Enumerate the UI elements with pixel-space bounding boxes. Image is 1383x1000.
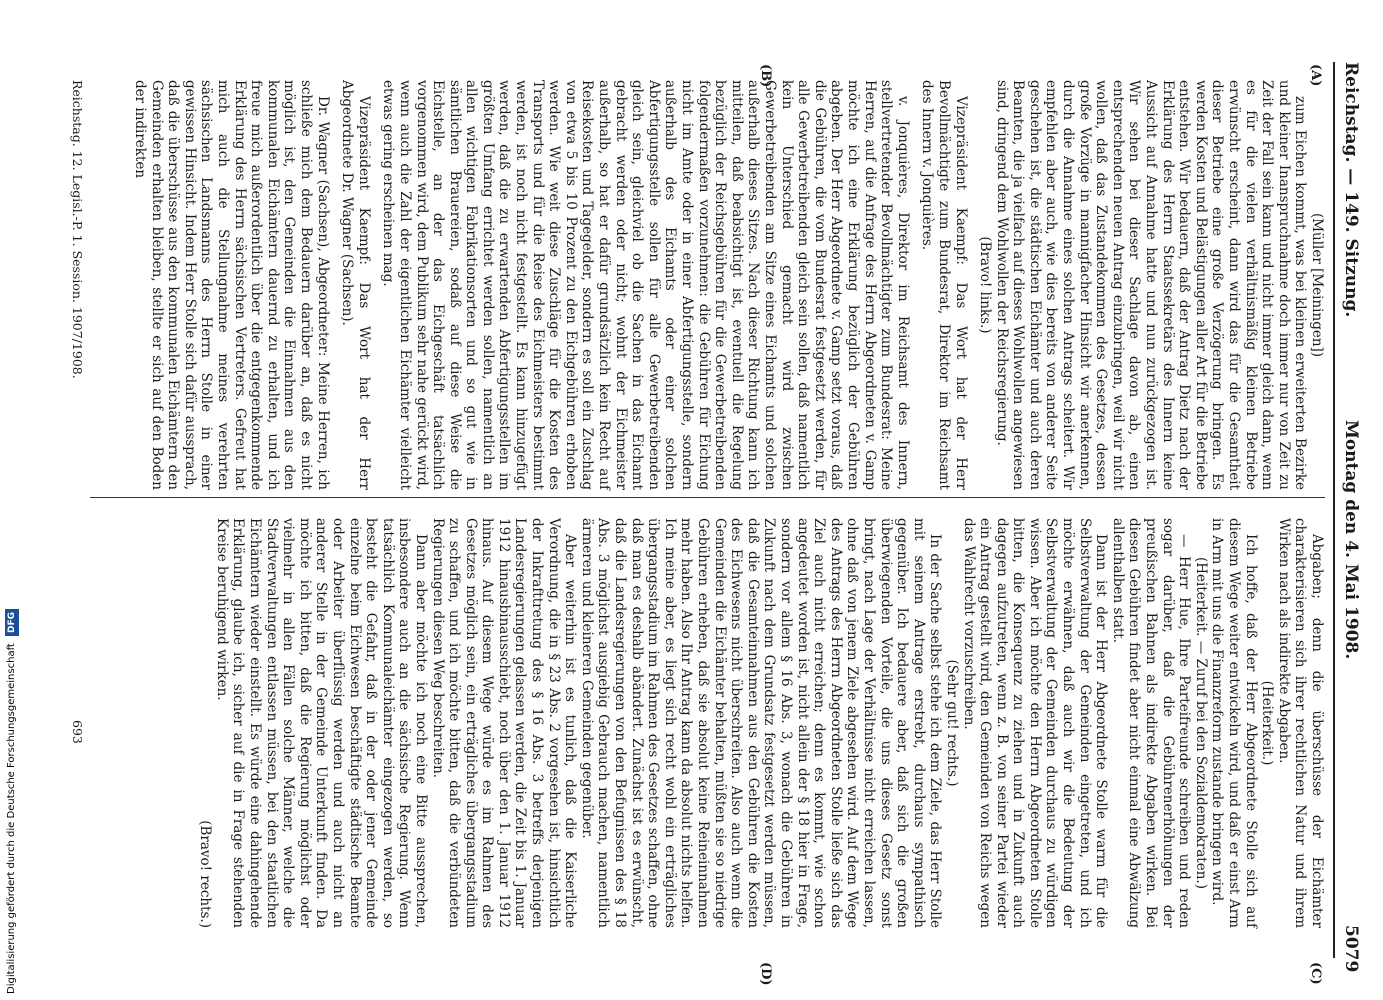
digitization-strip <box>0 394 20 994</box>
interjection: (Heiterkeit. — Zuruf bei den Sozialdemokraten.) <box>1192 557 1209 889</box>
paragraph: Dann ist der Herr Abgeordnete Stolle warm für die Selbstverwaltung der Gemeinden eingetreten, und ich möchte erwähnen, daß auch wir die Bedeutung der Selbstverwaltung der Gemeinden durchaus zu würdigen wissen. Aber ich möchte den Herrn Abgeordneten Stolle bitten, die Konsequenz zu ziehen und in Zukunft auch dagegen aufzutreten, wenn z. B. von seiner Partei wieder ein Antrag gestellt wird, den Gemeinden von Reichs wegen das Wahlrecht vorzuschreiben. <box>960 518 1110 928</box>
interjection: (Sehr gut! rechts.) <box>943 659 960 787</box>
digitization-note: Digitalisierung gefördert durch die Deutsche Forschungsgemeinschaft <box>6 643 17 994</box>
paragraph: Dann aber möchte ich noch eine Bitte aussprechen, insbesondere auch an die sächsische Regierung. Wenn tatsächlich Kommunaleichämter eingezogen werden, so besteht die Gefahr, daß in der oder jener Gemeinde einzelne beim Eichwesen beschäftigte städtische Beamte oder Arbeiter überflüssig werden und auch nicht an anderer Stelle in der Gemeinde Unterkunft finden. Da möchte ich bitten, daß die Regierung möglichst oder vielmehr in allen Fällen solche Männer, welche die Stadtverwaltungen entlassen müssen, bei den staatlichen Eichämtern wieder einstellt. Es würde eine dahingehende Erklärung, glaube ich, sicher auf die in Frage stehenden Kreise beruhigend wirken. <box>213 518 429 928</box>
left-text-column <box>131 80 1325 490</box>
paragraph: Dr. Wagner (Sachsen), Abgeordneter: Meine Herren, ich schließe mich dem Bedauern darüber an, daß es nicht möglich ist, den Gemeinden die Einnahmen aus den kommunalen Eichämtern dauernd zu erhalten, und ich freue mich außerordentlich über die entgegenkommende Erklärung des Herrn sächsischen Vertreters. Gefreut hat mich auch die Stellungnahme meines verehrten sächsischen Landsmanns des Herrn Stolle in einer gewissen Hinsicht. Indem Herr Stolle sich dafür aussprach, daß die überschüsse aus den kommunalen Eichämtern den Gemeinden erhalten bleiben, stellte er sich auf den Boden der indirekten <box>132 80 331 490</box>
page-number-top: 5079 <box>1341 925 1361 973</box>
running-header-date: Montag den 4. Mai 1908. <box>1341 420 1361 660</box>
paragraph: zum Eichen kommt, was bei kleinen erweiterten Bezirke und kleiner Inanspruchnahme doch immer nur von Zeit zu Zeit der Fall sein kann und nicht immer gleich dann, wenn es für die vielen verhältnismäßig kleinen Betriebe erwünscht erscheint, dann wird das für die Gesamtheit dieser Betriebe eine große Verzögerung bringen. Es werden Kosten und Belästigungen aller Art für die Betriebe entstehen. Wir bedauern, daß der Antrag Dietz nach der Erklärung des Herrn Staatssekretärs des Innern keine Aussicht auf Annahme hatte und nun zurückgezogen ist. Wir sehen bei dieser Sachlage davon ab, einen entsprechenden neuen Antrag einzubringen, weil wir nicht wollen, daß das Zustandekommen des Gesetzes, dessen große Vorzüge in mannigfacher Hinsicht wir anerkennen, durch die Annahme eines solchen Antrags scheitert. Wir empfehlen aber auch, wie dies bereits von anderer Seite geschehen ist, die städtischen Eichämter und auch deren Beamten, die ja vielfach auf dieses Wohlwollen angewiesen sind, dringend dem Wohlwollen der Reichsregierung. <box>993 80 1309 490</box>
paragraph: Vizepräsident Kaempf: Das Wort hat der Herr Abgeordnete Dr. Wagner (Sachsen). <box>339 80 372 490</box>
speaker-heading: (Müller [Meiningen]) <box>1309 212 1325 358</box>
running-header-title: Reichstag. — 149. Sitzung. <box>1341 62 1361 318</box>
paragraph: Ich hoffe, daß der Herr Abgeordnete Stolle sich auf diesem Wege weiter entwickeln wird, und daß er einst Arm in Arm mit uns die Finanzreform zustande bringen wird. <box>1209 518 1259 928</box>
margin-mark-d: (D) <box>758 962 773 986</box>
interjection: (Bravo! rechts.) <box>197 820 214 928</box>
paragraph: Aber weiterhin ist es tunlich, daß die Kaiserliche Verordnung, die in § 23 Abs. 2 vorgesehen ist, hinsichtlich der Inkrafttretung des § 16 Abs. 3 betreffs derjenigen Landesregierungen gelassen werden, die Zeit bis 1. Januar 1912 hinausbinausschiebt, noch über den 1. Januar 1912 hinaus. Auf diesem Wege würde es im Rahmen des Gesetzes möglich sein, ein erträgliches übergangsstadium zu schaffen, und ich möchte bitten, daß die verbündeten Regierungen diesen Weg beschreiten. <box>429 518 579 928</box>
margin-mark-a: (A) <box>1308 64 1323 87</box>
paragraph: Abgaben; denn die überschüsse der Eichämter charakterisieren sich ihrer rechtlichen Natur und ihrem Wirken nach als indirekte Abgaben. <box>1275 518 1325 928</box>
paragraph: In der Sache selbst stehe ich dem Ziele, das Herr Stolle mit seinem Antrage erstrebt, durchaus sympathisch gegenüber. Ich bedauere aber, daß sich die großen überwiegenden Vorteile, die uns dieses Gesetz sonst bringt, nach Lage der Verhältnisse nicht erreichen lassen, ohne daß von jenem Ziele abgesehen wird. Auf dem Wege des Antrags des Herrn Abgeordneten Stolle ließe sich das Ziel auch nicht erreichen; denn es kommt, wie schon angedeutet worden ist, nicht allein der § 18 hier in Frage, sondern vor allem § 16 Abs. 3, wonach die Gebühren in Zukunft nach dem Grundsatz festgesetzt werden müssen, daß die Gesamteinnahmen aus den Gebühren die Kosten des Eichwesens nicht überschreiten. Also auch wenn die Gemeinden die Eichämter behalten, müßten sie so niedrige Gebühren erheben, daß sie absolut keine Reineinnahmen mehr haben. Also Ihr Antrag kann da absolut nichts helfen. Ich meine aber, es liegt sich recht wohl ein erträgliches übergangsstadium im Rahmen des Gesetzes schaffen, ohne daß man es deshalb abändert. Zunächst ist es erwünscht, daß die Landesregierungen von den Befugnissen des § 18 Abs. 3 möglichst ausgiebig Gebrauch machen, namentlich ärmeren und kleineren Gemeinden gegenüber. <box>578 518 944 928</box>
page-number-bottom: 693 <box>70 720 85 744</box>
header-rule <box>1333 62 1335 958</box>
column-divider <box>90 497 1325 498</box>
right-text-column <box>197 518 1325 928</box>
paragraph: — Herr Hue, Ihre Parteifreunde schreiben und reden sogar darüber, daß die Gebührenerhöhungen der preußischen Bahnen als indirekte Abgaben wirken. Bei diesen Gebühren findet aber nicht einmal eine Abwälzung allenthalben statt. <box>1109 518 1193 928</box>
footer-source: Reichstag. 12. Legisl.-P. 1. Session. 1907/1908. <box>70 80 85 379</box>
margin-mark-c: (C) <box>1308 962 1323 985</box>
paragraph: Vizepräsident Kaempf: Das Wort hat der Herr Bevollmächtigte zum Bundesrat, Direktor im Reichsamt des Innern v. Jonquières. <box>919 80 969 490</box>
paragraph: v. Jonquières, Direktor im Reichsamt des Innern, stellvertretender Bevollmächtigter zum Bundesrat: Meine Herren, auf die Anfrage des Herrn Abgeordneten v. Gamp möchte ich eine Erklärung bezüglich der Gebühren abgeben. Der Herr Abgeordnete v. Gamp setzt voraus, daß die Gebühren, die vom Bundesrat festgesetzt werden, für alle Gewerbetreibenden gleich sein sollen, daß namentlich kein Unterschied gemacht wird zwischen Gewerbetreibenden am Sitze eines Eichamts und solchen außerhalb dieses Sitzes. Nach dieser Richtung kann ich mitteilen, daß beabsichtigt ist, eventuell die Regelung bezüglich der Reichsgebühren für die Gewerbetreibenden folgendermaßen vorzunehmen: die Gebühren für Eichung nicht im Amte oder in einer Abfertigungsstelle, sondern außerhalb des Eichamts oder einer solchen Abfertigungsstelle sollen für alle Gewerbetreibenden gleich sein, gleichviel ob die Sachen in das Eichamt gebracht werden oder nicht; wohnt der Eichmeister außerhalb, so hat er dafür grundsätzlich kein Recht auf Reisekosten und Tagegelder, sondern es soll ein Zuschlag von etwa 5 bis 10 Prozent zu den Eichgebühren erhoben werden. Wie weit diese Zuschläge für die Kosten des Transports und für die Reise des Eichmeisters bestimmt werden, ist noch nicht festgestellt. Es kann hinzugefügt werden, daß die zu erwartenden Abfertigungsstellen im größten Umfang errichtet werden sollen, namentlich an allen wichtigen Fabrikationsorten und so gut wie in sämtlichen Brauereien, sodaß auf diese Weise die Eichstelle, an der das Eichgeschäft tatsächlich vorgenommen wird, dem Publikum sehr nahe gerückt wird, wenn auch die Zahl der eigentlichen Eichämter vielleicht etwas gering erscheinen mag. <box>380 80 911 490</box>
interjection: (Heiterkeit.) <box>1259 680 1276 766</box>
interjection: (Bravo! links.) <box>977 236 994 334</box>
dfg-logo: DFG <box>5 609 19 636</box>
margin-mark-b: (B) <box>758 64 773 88</box>
